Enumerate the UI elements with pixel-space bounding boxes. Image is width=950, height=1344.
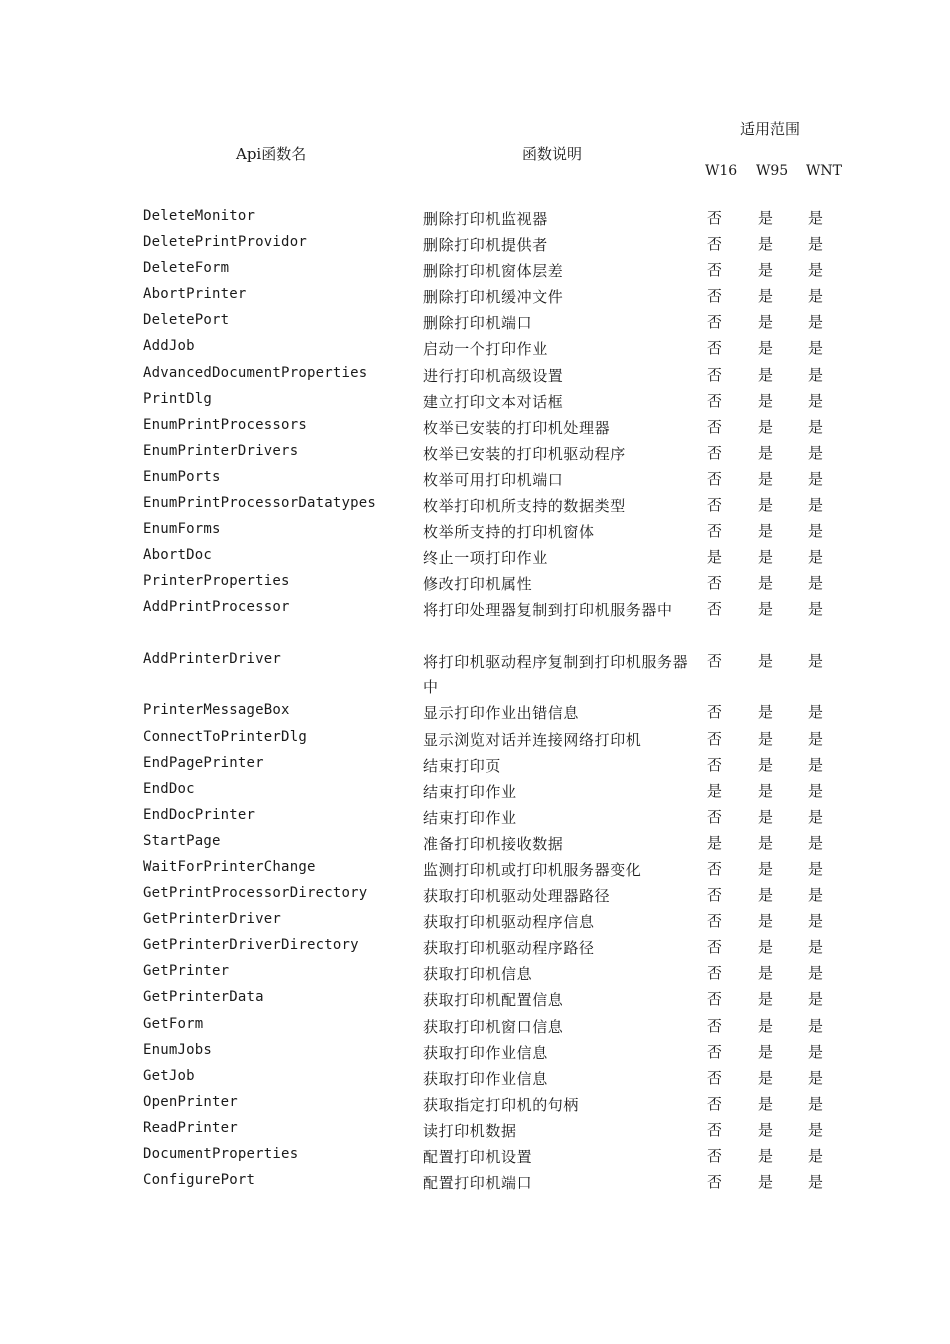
wnt-cell: 是 <box>808 417 824 436</box>
api-name-cell: AdvancedDocumentProperties <box>143 364 368 381</box>
description-cell: 枚举打印机所支持的数据类型 <box>423 497 626 516</box>
wnt-cell: 是 <box>808 781 824 800</box>
api-name-cell: EndPagePrinter <box>143 754 264 771</box>
description-cell: 准备打印机接收数据 <box>423 834 564 853</box>
w16-cell: 否 <box>707 912 723 931</box>
table-row <box>143 804 843 830</box>
wnt-cell: 是 <box>808 651 824 670</box>
table-row <box>143 414 843 440</box>
table-row <box>143 466 843 492</box>
w95-cell: 是 <box>758 600 774 619</box>
header-api-name: Api函数名 <box>236 145 307 163</box>
w16-cell: 否 <box>707 703 723 722</box>
w95-cell: 是 <box>758 886 774 905</box>
header-description: 函数说明 <box>522 145 583 163</box>
description-cell: 将打印机驱动程序复制到打印机服务器中 <box>423 652 689 696</box>
wnt-cell: 是 <box>808 287 824 306</box>
api-name-cell: AddPrinterDriver <box>143 650 282 667</box>
wnt-cell: 是 <box>808 755 824 774</box>
w16-cell: 否 <box>707 755 723 774</box>
api-name-cell: EnumPrintProcessorDatatypes <box>143 495 376 512</box>
table-row <box>143 309 843 335</box>
w16-cell: 否 <box>707 496 723 515</box>
w95-cell: 是 <box>758 548 774 567</box>
description-cell: 获取打印机驱动处理器路径 <box>423 887 611 906</box>
api-name-cell: ConnectToPrinterDlg <box>143 728 307 745</box>
api-name-cell: AddJob <box>143 338 195 355</box>
description-cell: 结束打印作业 <box>423 808 517 827</box>
w95-cell: 是 <box>758 729 774 748</box>
table-row <box>143 699 843 725</box>
description-cell: 修改打印机属性 <box>423 575 533 594</box>
w16-cell: 否 <box>707 287 723 306</box>
w95-cell: 是 <box>758 964 774 983</box>
w95-cell: 是 <box>758 833 774 852</box>
api-name-cell: EnumPrintProcessors <box>143 416 307 433</box>
w95-cell: 是 <box>758 755 774 774</box>
api-name-cell: DeletePrintProvidor <box>143 234 307 251</box>
wnt-cell: 是 <box>808 703 824 722</box>
wnt-cell: 是 <box>808 833 824 852</box>
w16-cell: 否 <box>707 1016 723 1035</box>
w95-cell: 是 <box>758 522 774 541</box>
description-cell: 删除打印机提供者 <box>423 236 548 255</box>
w95-cell: 是 <box>758 859 774 878</box>
w95-cell: 是 <box>758 1016 774 1035</box>
w16-cell: 否 <box>707 209 723 227</box>
w16-cell: 否 <box>707 1042 723 1061</box>
api-name-cell: DeleteForm <box>143 260 230 277</box>
w16-cell: 否 <box>707 365 723 384</box>
table-row <box>143 335 843 361</box>
api-name-cell: GetPrinterDriver <box>143 911 282 928</box>
w95-cell: 是 <box>758 574 774 593</box>
w16-cell: 否 <box>707 469 723 488</box>
api-name-cell: EnumJobs <box>143 1041 213 1058</box>
table-row <box>143 518 843 544</box>
table-row <box>143 492 843 518</box>
api-name-cell: EnumPrinterDrivers <box>143 442 299 459</box>
description-cell: 建立打印文本对话框 <box>423 392 564 411</box>
wnt-cell: 是 <box>808 574 824 593</box>
wnt-cell: 是 <box>808 807 824 826</box>
table-row <box>143 778 843 804</box>
table-row <box>143 283 843 309</box>
api-name-cell: StartPage <box>143 832 221 849</box>
api-name-cell: PrinterProperties <box>143 573 290 590</box>
description-cell: 读打印机数据 <box>423 1121 517 1140</box>
api-name-cell: AbortPrinter <box>143 286 247 303</box>
api-name-cell: EndDoc <box>143 780 195 797</box>
wnt-cell: 是 <box>808 964 824 983</box>
w95-cell: 是 <box>758 938 774 957</box>
wnt-cell: 是 <box>808 1042 824 1061</box>
w95-cell: 是 <box>758 417 774 436</box>
description-cell: 获取打印作业信息 <box>423 1069 548 1088</box>
api-name-cell: OpenPrinter <box>143 1093 238 1110</box>
wnt-cell: 是 <box>808 496 824 515</box>
description-cell: 获取指定打印机的句柄 <box>423 1095 580 1114</box>
w95-cell: 是 <box>758 703 774 722</box>
table-row <box>143 986 843 1012</box>
wnt-cell: 是 <box>808 729 824 748</box>
description-cell: 枚举可用打印机端口 <box>423 470 564 489</box>
w95-cell: 是 <box>758 1173 774 1192</box>
w95-cell: 是 <box>758 313 774 332</box>
wnt-cell: 是 <box>808 443 824 462</box>
w16-cell: 否 <box>707 807 723 826</box>
w95-cell: 是 <box>758 781 774 800</box>
w16-cell: 否 <box>707 651 723 670</box>
w95-cell: 是 <box>758 339 774 358</box>
w95-cell: 是 <box>758 365 774 384</box>
w95-cell: 是 <box>758 1094 774 1113</box>
wnt-cell: 是 <box>808 938 824 957</box>
w16-cell: 否 <box>707 235 723 254</box>
api-name-cell: GetJob <box>143 1067 195 1084</box>
description-cell: 启动一个打印作业 <box>423 340 548 359</box>
description-cell: 进行打印机高级设置 <box>423 366 564 385</box>
header-range: 适用范围 <box>740 120 801 138</box>
table-row <box>143 257 843 283</box>
w95-cell: 是 <box>758 209 774 227</box>
w16-cell: 是 <box>707 548 723 567</box>
table-row <box>143 908 843 934</box>
wnt-cell: 是 <box>808 209 824 227</box>
table-row <box>143 231 843 257</box>
w16-cell: 否 <box>707 729 723 748</box>
w16-cell: 否 <box>707 600 723 619</box>
w95-cell: 是 <box>758 807 774 826</box>
table-row <box>143 1091 843 1117</box>
description-cell: 删除打印机监视器 <box>423 210 548 228</box>
w16-cell: 否 <box>707 1068 723 1087</box>
api-name-cell: PrinterMessageBox <box>143 702 290 719</box>
wnt-cell: 是 <box>808 859 824 878</box>
description-cell: 获取打印机驱动程序路径 <box>423 939 595 958</box>
w95-cell: 是 <box>758 235 774 254</box>
description-cell: 显示浏览对话并连接网络打印机 <box>423 730 642 749</box>
wnt-cell: 是 <box>808 235 824 254</box>
table-row <box>143 960 843 986</box>
table-row <box>143 830 843 856</box>
api-name-cell: DocumentProperties <box>143 1146 299 1162</box>
w16-cell: 否 <box>707 990 723 1009</box>
w16-cell: 否 <box>707 1120 723 1139</box>
w95-cell: 是 <box>758 469 774 488</box>
w16-cell: 否 <box>707 339 723 358</box>
description-cell: 结束打印页 <box>423 756 502 775</box>
wnt-cell: 是 <box>808 1068 824 1087</box>
w95-cell: 是 <box>758 443 774 462</box>
header-wnt: WNT <box>806 163 842 179</box>
table-row <box>143 1065 843 1091</box>
wnt-cell: 是 <box>808 912 824 931</box>
description-cell: 配置打印机设置 <box>423 1148 533 1166</box>
api-name-cell: AbortDoc <box>143 547 213 564</box>
wnt-cell: 是 <box>808 600 824 619</box>
w16-cell: 否 <box>707 964 723 983</box>
description-cell: 删除打印机端口 <box>423 314 533 333</box>
wnt-cell: 是 <box>808 469 824 488</box>
table-row <box>143 648 843 700</box>
wnt-cell: 是 <box>808 1016 824 1035</box>
w16-cell: 否 <box>707 1173 723 1192</box>
table-row <box>143 1169 843 1195</box>
wnt-cell: 是 <box>808 1147 824 1165</box>
wnt-cell: 是 <box>808 339 824 358</box>
w95-cell: 是 <box>758 912 774 931</box>
w95-cell: 是 <box>758 1120 774 1139</box>
table-row <box>143 1039 843 1065</box>
api-name-cell: GetPrinterData <box>143 989 264 1006</box>
w16-cell: 否 <box>707 522 723 541</box>
w95-cell: 是 <box>758 651 774 670</box>
table-row <box>143 544 843 570</box>
api-name-cell: AddPrintProcessor <box>143 599 290 616</box>
w95-cell: 是 <box>758 287 774 306</box>
description-cell: 枚举已安装的打印机处理器 <box>423 418 611 437</box>
table-row <box>143 388 843 414</box>
table-row <box>143 362 843 388</box>
api-name-cell: ReadPrinter <box>143 1119 238 1136</box>
api-name-cell: GetPrintProcessorDirectory <box>143 885 368 902</box>
w16-cell: 否 <box>707 1094 723 1113</box>
api-name-cell: GetPrinterDriverDirectory <box>143 937 359 954</box>
api-name-cell: GetPrinter <box>143 963 230 980</box>
w16-cell: 否 <box>707 443 723 462</box>
header-w16: W16 <box>705 163 738 179</box>
wnt-cell: 是 <box>808 886 824 905</box>
description-cell: 配置打印机端口 <box>423 1174 533 1193</box>
wnt-cell: 是 <box>808 313 824 332</box>
w16-cell: 否 <box>707 261 723 280</box>
w16-cell: 否 <box>707 391 723 410</box>
wnt-cell: 是 <box>808 522 824 541</box>
table-row <box>143 570 843 596</box>
api-name-cell: WaitForPrinterChange <box>143 858 316 875</box>
w16-cell: 否 <box>707 417 723 436</box>
w16-cell: 否 <box>707 574 723 593</box>
api-name-cell: EndDocPrinter <box>143 806 256 823</box>
api-name-cell: EnumPorts <box>143 468 221 485</box>
w95-cell: 是 <box>758 1147 774 1165</box>
description-cell: 监测打印机或打印机服务器变化 <box>423 860 642 879</box>
description-cell: 枚举已安装的打印机驱动程序 <box>423 444 626 463</box>
api-name-cell: PrintDlg <box>143 390 213 407</box>
api-name-cell: GetForm <box>143 1015 204 1032</box>
api-table <box>143 205 843 1195</box>
description-cell: 删除打印机缓冲文件 <box>423 288 564 307</box>
wnt-cell: 是 <box>808 1094 824 1113</box>
w16-cell: 否 <box>707 313 723 332</box>
wnt-cell: 是 <box>808 1173 824 1192</box>
description-cell: 获取打印机配置信息 <box>423 991 564 1010</box>
w16-cell: 否 <box>707 938 723 957</box>
table-row <box>143 440 843 466</box>
table-row <box>143 934 843 960</box>
wnt-cell: 是 <box>808 365 824 384</box>
description-cell: 终止一项打印作业 <box>423 549 548 568</box>
w95-cell: 是 <box>758 261 774 280</box>
table-row <box>143 1117 843 1143</box>
w16-cell: 否 <box>707 1147 723 1165</box>
description-cell: 枚举所支持的打印机窗体 <box>423 523 595 542</box>
table-row <box>143 882 843 908</box>
w16-cell: 是 <box>707 833 723 852</box>
api-name-cell: ConfigurePort <box>143 1172 256 1189</box>
w95-cell: 是 <box>758 1042 774 1061</box>
table-row <box>143 726 843 752</box>
table-row <box>143 205 843 231</box>
w16-cell: 否 <box>707 859 723 878</box>
table-row <box>143 1013 843 1039</box>
table-row <box>143 752 843 778</box>
wnt-cell: 是 <box>808 990 824 1009</box>
w95-cell: 是 <box>758 391 774 410</box>
description-cell: 获取打印机信息 <box>423 965 533 984</box>
description-cell: 删除打印机窗体层差 <box>423 262 564 281</box>
table-row <box>143 596 843 648</box>
description-cell: 显示打印作业出错信息 <box>423 704 580 723</box>
table-row <box>143 1143 843 1169</box>
wnt-cell: 是 <box>808 261 824 280</box>
w95-cell: 是 <box>758 1068 774 1087</box>
w95-cell: 是 <box>758 990 774 1009</box>
api-name-cell: EnumForms <box>143 521 221 538</box>
api-name-cell: DeletePort <box>143 312 230 329</box>
description-cell: 获取打印作业信息 <box>423 1043 548 1062</box>
api-name-cell: DeleteMonitor <box>143 208 256 224</box>
wnt-cell: 是 <box>808 391 824 410</box>
w16-cell: 是 <box>707 781 723 800</box>
table-row <box>143 856 843 882</box>
wnt-cell: 是 <box>808 1120 824 1139</box>
w95-cell: 是 <box>758 496 774 515</box>
wnt-cell: 是 <box>808 548 824 567</box>
description-cell: 获取打印机驱动程序信息 <box>423 913 595 932</box>
description-cell: 结束打印作业 <box>423 782 517 801</box>
header-w95: W95 <box>756 163 789 179</box>
w16-cell: 否 <box>707 886 723 905</box>
description-cell: 将打印处理器复制到打印机服务器中 <box>423 601 673 620</box>
description-cell: 获取打印机窗口信息 <box>423 1017 564 1036</box>
